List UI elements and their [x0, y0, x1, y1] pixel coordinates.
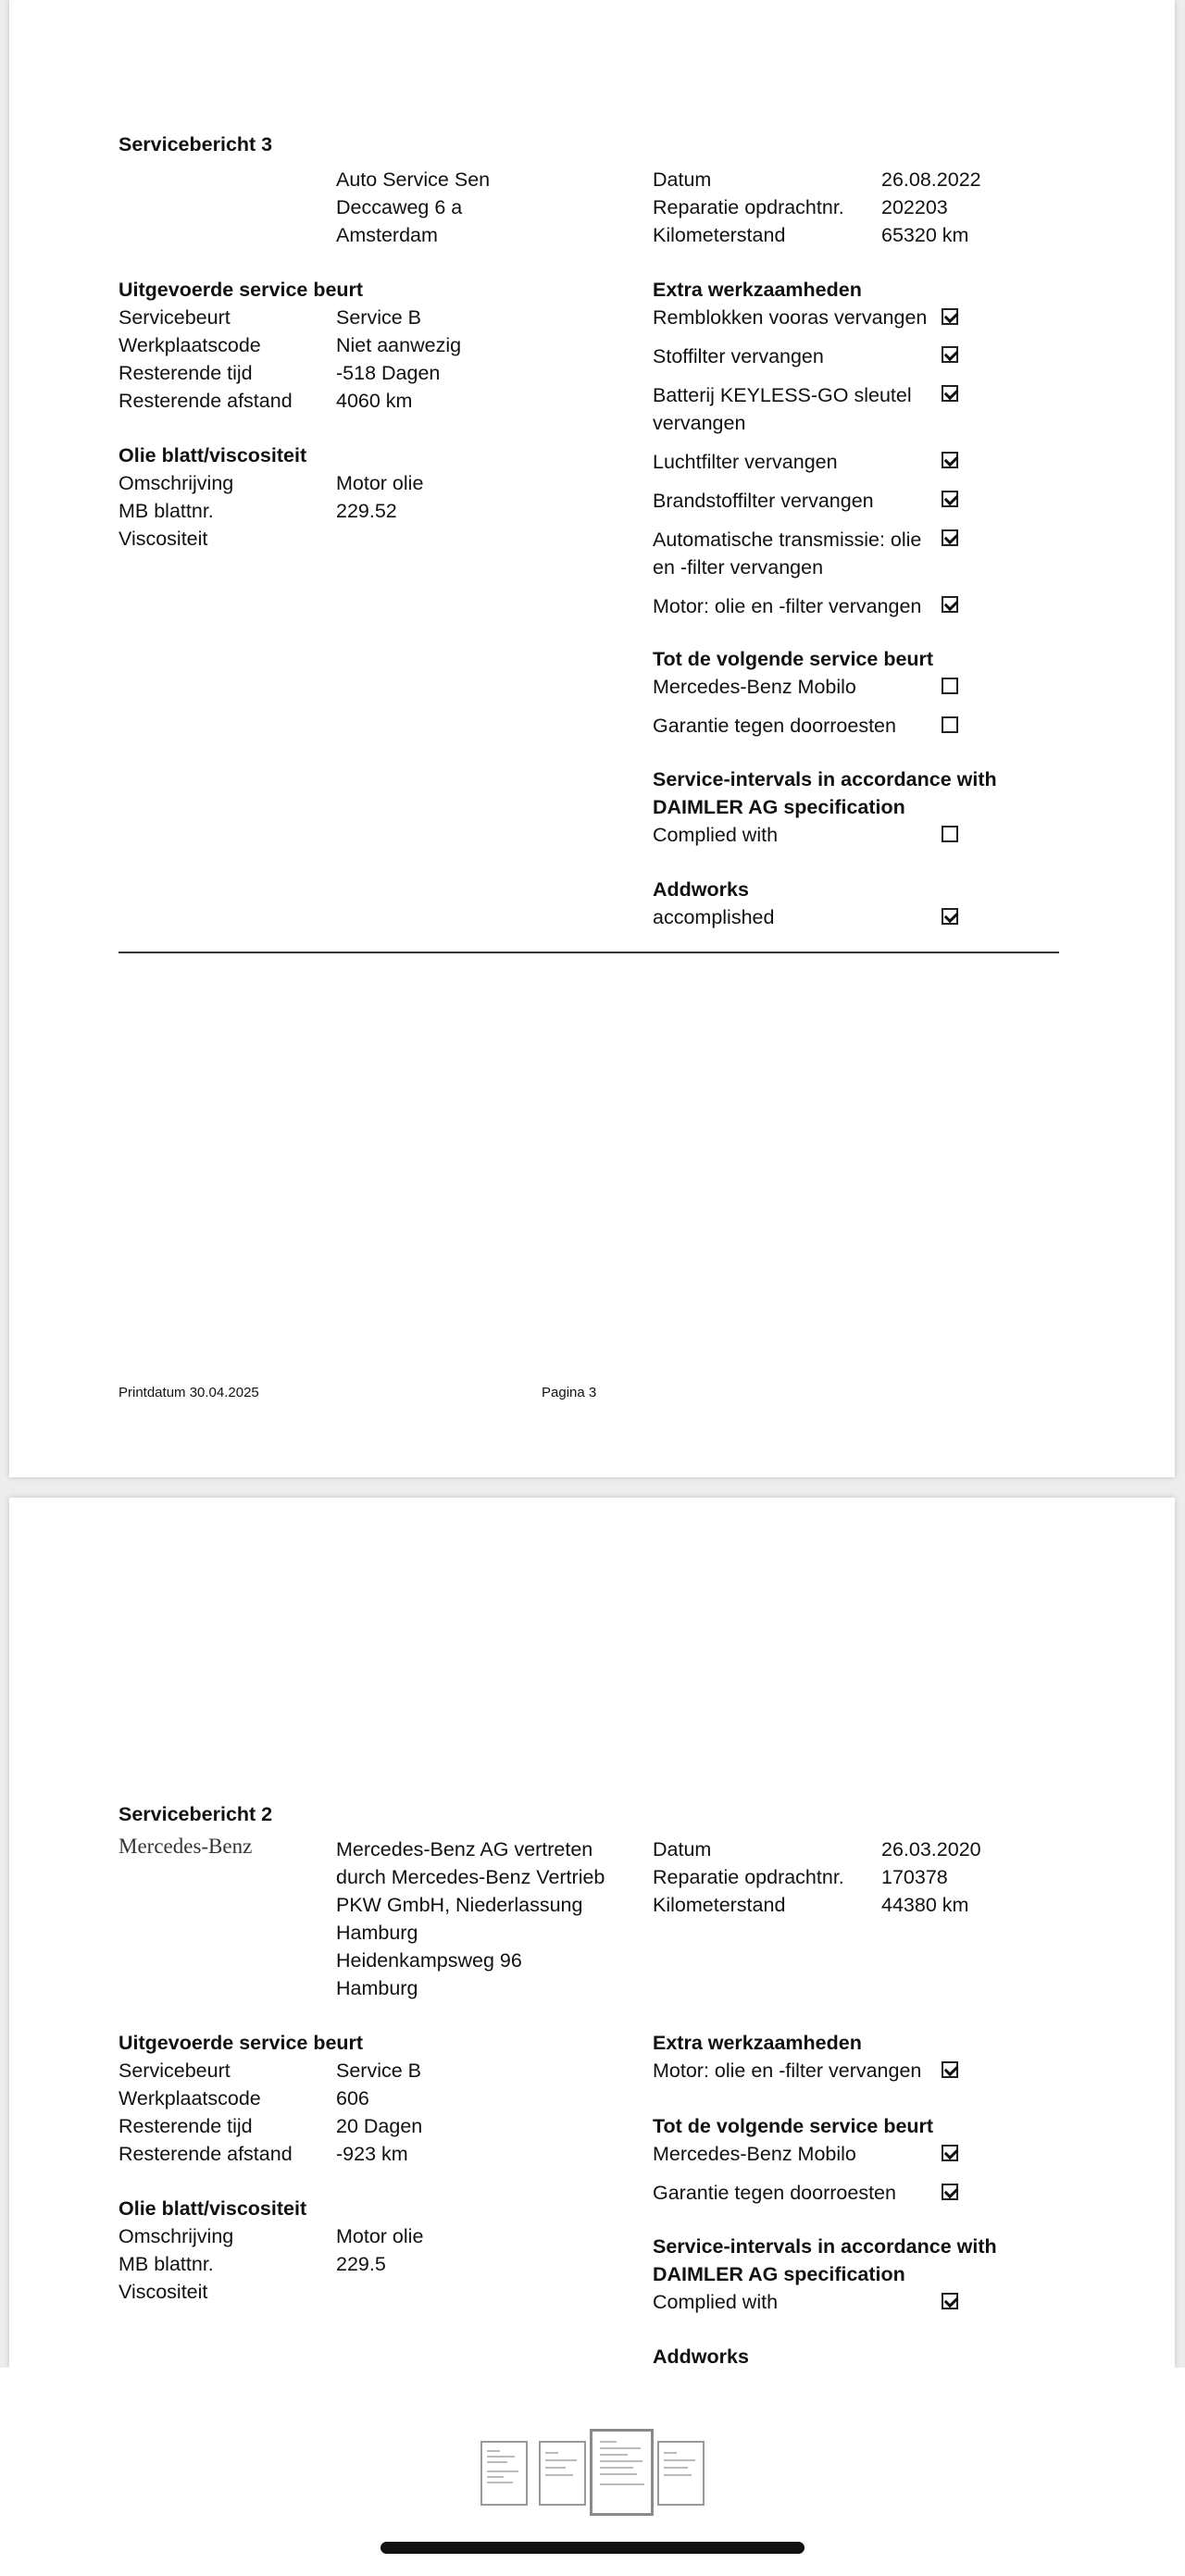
extra-item-label: Luchtfilter vervangen: [653, 451, 838, 473]
extra-item-checkbox: [942, 346, 958, 363]
oil-value: 229.52: [336, 500, 397, 522]
page-thumbnail[interactable]: [480, 2441, 528, 2506]
oil-label: Omschrijving: [118, 2225, 234, 2247]
service-label: Werkplaatscode: [118, 2087, 261, 2109]
service-label: Servicebeurt: [118, 306, 231, 329]
extra-item-checkbox: [942, 491, 958, 507]
workshop-address-line: Amsterdam: [336, 224, 438, 246]
meta-label: Datum: [653, 168, 712, 191]
oil-value: Motor olie: [336, 2225, 424, 2247]
service-value: 606: [336, 2087, 369, 2109]
service-label: Werkplaatscode: [118, 334, 261, 356]
workshop-address-line: Hamburg: [336, 1977, 418, 1999]
page-thumbnail[interactable]: [539, 2441, 586, 2506]
intervals-heading: Service-intervals in accordance with: [653, 2235, 997, 2258]
next-service-checkbox: [942, 2145, 958, 2161]
oil-label: Viscositeit: [118, 2281, 208, 2303]
next-service-checkbox: [942, 2184, 958, 2200]
meta-value: 44380 km: [881, 1894, 969, 1916]
next-service-checkbox: [942, 716, 958, 733]
next-service-heading: Tot de volgende service beurt: [653, 2115, 934, 2137]
service-value: -923 km: [336, 2143, 408, 2165]
extra-item-label-cont: en -filter vervangen: [653, 556, 824, 579]
oil-value: 229.5: [336, 2253, 386, 2275]
addworks-heading: Addworks: [653, 2346, 749, 2368]
intervals-checkbox: [942, 826, 958, 842]
extra-item-label: Batterij KEYLESS-GO sleutel: [653, 384, 912, 406]
extra-item-label: Remblokken vooras vervangen: [653, 306, 928, 329]
workshop-address-line: durch Mercedes-Benz Vertrieb: [336, 1866, 605, 1888]
next-service-label: Garantie tegen doorroesten: [653, 715, 896, 737]
meta-label: Kilometerstand: [653, 224, 786, 246]
extra-item-checkbox: [942, 596, 958, 613]
meta-value: 26.08.2022: [881, 168, 981, 191]
service-label: Resterende tijd: [118, 362, 253, 384]
meta-label: Kilometerstand: [653, 1894, 786, 1916]
service-label: Resterende afstand: [118, 390, 293, 412]
extra-item-checkbox: [942, 529, 958, 546]
document-page-2: [9, 1498, 1175, 2368]
extra-item-checkbox: [942, 308, 958, 325]
intervals-label: Complied with: [653, 2291, 779, 2313]
meta-value: 202203: [881, 196, 948, 218]
extra-heading: Extra werkzaamheden: [653, 2032, 862, 2054]
extra-item-label-cont: vervangen: [653, 412, 746, 434]
oil-label: Viscositeit: [118, 528, 208, 550]
extra-item-checkbox: [942, 452, 958, 468]
extra-item-checkbox: [942, 385, 958, 402]
addworks-heading: Addworks: [653, 878, 749, 901]
intervals-heading-cont: DAIMLER AG specification: [653, 2263, 905, 2285]
oil-heading: Olie blatt/viscositeit: [118, 444, 307, 467]
addworks-checkbox: [942, 908, 958, 925]
report-title: Servicebericht 3: [118, 133, 273, 156]
next-service-checkbox: [942, 678, 958, 694]
oil-label: MB blattnr.: [118, 2253, 214, 2275]
meta-value: 26.03.2020: [881, 1838, 981, 1860]
service-label: Resterende tijd: [118, 2115, 253, 2137]
meta-label: Reparatie opdrachtnr.: [653, 196, 844, 218]
oil-label: MB blattnr.: [118, 500, 214, 522]
workshop-address-line: Deccaweg 6 a: [336, 196, 463, 218]
service-value: 20 Dagen: [336, 2115, 423, 2137]
next-service-label: Garantie tegen doorroesten: [653, 2182, 896, 2204]
mercedes-benz-logo: Mercedes-Benz: [118, 1835, 253, 1858]
extra-item-label: Motor: olie en -filter vervangen: [653, 2060, 922, 2082]
document-page-3: [9, 0, 1175, 1477]
service-value: Niet aanwezig: [336, 334, 462, 356]
next-service-label: Mercedes-Benz Mobilo: [653, 676, 856, 698]
service-label: Resterende afstand: [118, 2143, 293, 2165]
oil-heading: Olie blatt/viscositeit: [118, 2197, 307, 2220]
addworks-label: accomplished: [653, 906, 775, 928]
print-date: Printdatum 30.04.2025: [118, 1385, 259, 1400]
service-value: 4060 km: [336, 390, 413, 412]
meta-label: Reparatie opdrachtnr.: [653, 1866, 844, 1888]
intervals-heading: Service-intervals in accordance with: [653, 768, 997, 790]
extra-item-label: Motor: olie en -filter vervangen: [653, 595, 922, 617]
service-label: Servicebeurt: [118, 2060, 231, 2082]
next-service-heading: Tot de volgende service beurt: [653, 648, 934, 670]
meta-label: Datum: [653, 1838, 712, 1860]
workshop-address-line: Heidenkampsweg 96: [336, 1949, 522, 1972]
service-heading: Uitgevoerde service beurt: [118, 279, 364, 301]
intervals-label: Complied with: [653, 824, 779, 846]
oil-value: Motor olie: [336, 472, 424, 494]
extra-item-checkbox: [942, 2061, 958, 2078]
meta-value: 170378: [881, 1866, 948, 1888]
extra-heading: Extra werkzaamheden: [653, 279, 862, 301]
extra-item-label: Automatische transmissie: olie: [653, 529, 922, 551]
extra-item-label: Brandstoffilter vervangen: [653, 490, 874, 512]
intervals-checkbox: [942, 2293, 958, 2309]
page-thumbnail-current[interactable]: [590, 2429, 654, 2516]
workshop-address-line: Auto Service Sen: [336, 168, 491, 191]
report-title: Servicebericht 2: [118, 1803, 273, 1825]
service-value: Service B: [336, 306, 422, 329]
oil-label: Omschrijving: [118, 472, 234, 494]
service-value: Service B: [336, 2060, 422, 2082]
workshop-address-line: Mercedes-Benz AG vertreten: [336, 1838, 593, 1860]
workshop-address-line: Hamburg: [336, 1922, 418, 1944]
next-service-label: Mercedes-Benz Mobilo: [653, 2143, 856, 2165]
section-divider: [118, 952, 1059, 953]
extra-item-label: Stoffilter vervangen: [653, 345, 824, 367]
workshop-address-line: PKW GmbH, Niederlassung: [336, 1894, 583, 1916]
meta-value: 65320 km: [881, 224, 969, 246]
home-indicator[interactable]: [380, 2542, 805, 2554]
intervals-heading-cont: DAIMLER AG specification: [653, 796, 905, 818]
page-number: Pagina 3: [542, 1385, 597, 1400]
service-heading: Uitgevoerde service beurt: [118, 2032, 364, 2054]
service-value: -518 Dagen: [336, 362, 441, 384]
page-thumbnail[interactable]: [657, 2441, 705, 2506]
